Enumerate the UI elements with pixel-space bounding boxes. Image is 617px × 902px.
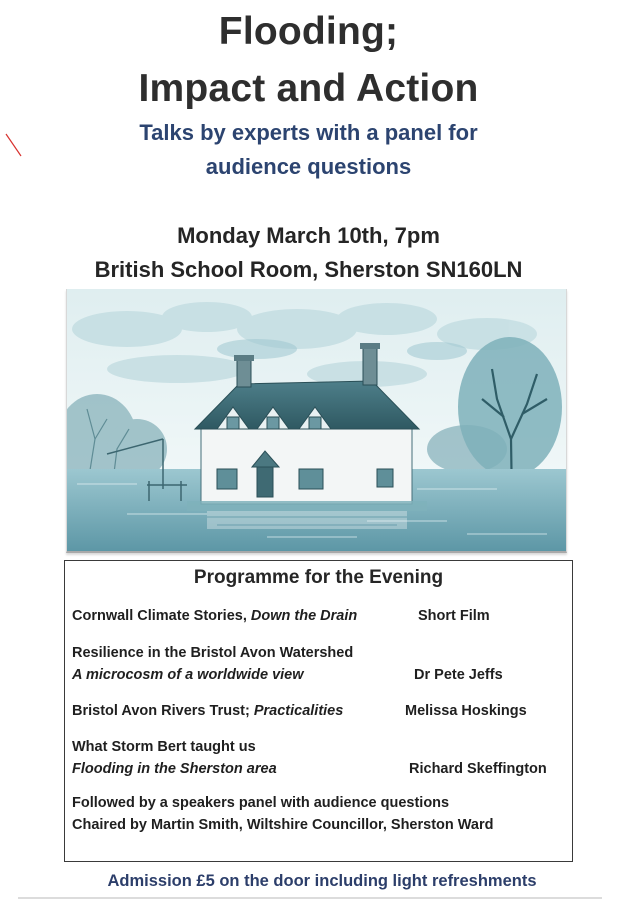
item-4-subtitle-wrap [72,759,277,779]
flooded-house-image [67,289,566,551]
item-1-speaker: Short Film [418,608,490,624]
closing-line-1: Followed by a speakers panel with audience questions [72,795,450,811]
item-4-subtitle: Flooding in the Sherston area [72,761,277,777]
poster-title-line-2: Impact and Action [138,67,479,110]
item-2-subtitle: A microcosm of a worldwide view [72,667,304,683]
poster-title-line-1: Flooding; [218,10,399,53]
programme-box [64,560,573,862]
item-3-title: Bristol Avon Rivers Trust; [72,703,250,719]
item-2-title: Resilience in the Bristol Avon Watershed [72,645,354,661]
item-2-speaker: Dr Pete Jeffs [414,667,503,683]
event-datetime: Monday March 10th, 7pm [177,223,440,248]
programme-heading: Programme for the Evening [193,567,444,588]
programme-item-1 [72,606,357,626]
programme-item-3 [72,701,343,721]
item-2-subtitle-wrap [72,665,304,685]
closing-line-2: Chaired by Martin Smith, Wiltshire Councillor, Sherston Ward [72,817,494,833]
item-3-title-italic: Practicalities [253,703,344,719]
item-3-speaker: Melissa Hoskings [405,703,527,719]
item-1-title: Cornwall Climate Stories, [72,608,247,624]
item-4-title: What Storm Bert taught us [72,739,256,755]
admission-info: Admission £5 on the door including light refreshments [107,872,537,890]
subtitle-line-1: Talks by experts with a panel for [139,120,478,145]
bottom-divider [18,897,602,899]
subtitle-line-2: audience questions [205,154,412,179]
item-1-title-italic: Down the Drain [250,608,358,624]
item-4-speaker: Richard Skeffington [409,761,547,777]
flooded-house-illustration [66,289,567,553]
event-venue: British School Room, Sherston SN160LN [94,257,523,282]
